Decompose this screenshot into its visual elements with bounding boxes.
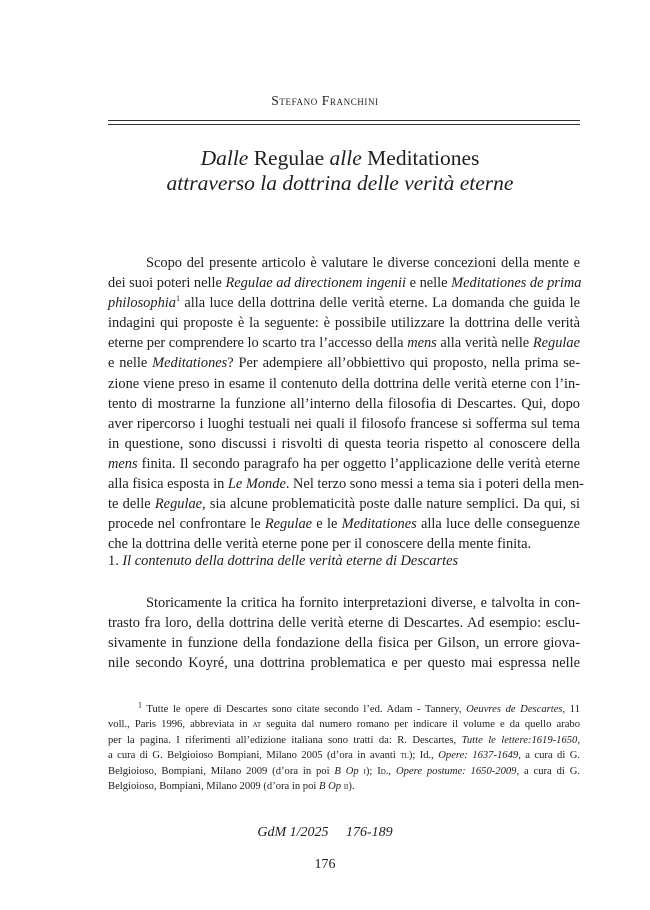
text-run: Belgioioso, Bompiani, Milano 2009 (d’ora in poi xyxy=(108,765,335,777)
footnote-line xyxy=(108,702,580,717)
body-line: nile secondo Koyré, una dottrina problematica e per questo mai espressa nelle xyxy=(108,655,580,672)
running-head-author: Stefano Franchini xyxy=(271,93,379,108)
text-run: , 11 xyxy=(562,704,580,715)
abstract-line xyxy=(108,514,580,534)
text-run: Belgioioso, Bompiani, Milano 2009 (d’ora in poi xyxy=(108,780,319,792)
text-run: , sia alcune problematicità poste dalle nature semplici. Da qui, si xyxy=(202,496,580,513)
abstract-line xyxy=(108,474,584,494)
text-run: e nelle xyxy=(108,355,153,372)
header-rule-top xyxy=(108,120,580,121)
footnote-line xyxy=(108,779,580,794)
work-title: Regulae xyxy=(532,335,580,352)
work-title: Opere postume: 1650-2009 xyxy=(395,765,517,777)
text-run: per la pagina. I riferimenti all’edizione italiana sono tratti da: R. Descartes, xyxy=(108,734,462,746)
abstract-line xyxy=(108,333,580,353)
term: mens xyxy=(407,335,437,352)
body-line: trasto fra loro, della dottrina delle verità eterne di Descartes. Ad esempio: esclu- xyxy=(108,615,580,632)
header-rule-bottom xyxy=(108,124,580,125)
text-run: i); Id., xyxy=(358,765,396,777)
title-line-1 xyxy=(80,146,600,171)
abstract-line: in questione, sono discussi i risvolti di questa teoria rispetto al conoscere della xyxy=(108,435,580,452)
work-title: Le Monde xyxy=(227,476,286,493)
text-run: , a cura di G. xyxy=(518,750,580,762)
text-run: finita. Il secondo paragrafo ha per oggetto l’applicazione delle verità eterne xyxy=(137,455,580,472)
text-run: e nelle xyxy=(406,275,452,292)
text-run: . Nel terzo sono messi a tema sia i poteri della men- xyxy=(285,476,584,493)
title-word: alle xyxy=(329,146,362,170)
abstract-line xyxy=(108,454,580,474)
journal-reference: GdM 1/2025 176-189 xyxy=(257,825,393,840)
work-title: Meditationes xyxy=(341,516,417,533)
page-number: 176 xyxy=(314,857,336,872)
work-title: Regulae ad directionem ingenii xyxy=(225,275,407,292)
footnote-number: 1 xyxy=(138,700,142,710)
abstract-line: aver ripercorso i luoghi testuali nei quali il filosofo francese si sofferma sul tema xyxy=(108,415,580,432)
abstract-line: Scopo del presente articolo è valutare le diverse concezioni della mente e xyxy=(146,255,580,271)
footnote-line xyxy=(108,748,580,763)
text-run: Tutte le opere di Descartes sono citate secondo l’ed. Adam - Tannery, xyxy=(142,704,467,715)
work-title: Opere: 1637-1649 xyxy=(438,750,519,762)
text-run: , xyxy=(577,734,581,746)
text-run: , a cura di G. xyxy=(516,765,580,777)
section-heading xyxy=(108,553,458,570)
abbreviation: at xyxy=(252,719,262,731)
footnote-line xyxy=(108,764,580,779)
text-run: alla fisica esposta in xyxy=(108,476,228,493)
text-run: alla verità nelle xyxy=(436,335,533,352)
text-run: eterne per comprendere lo scarto tra l’accesso della xyxy=(108,335,408,352)
text-run: procede nel confrontare le xyxy=(108,516,265,533)
title-word: Dalle xyxy=(200,146,249,170)
footnote xyxy=(108,702,580,794)
work-title: Meditationes xyxy=(152,355,228,372)
work-title: Tutte le lettere:1619-1650 xyxy=(461,734,578,746)
section-number: 1. xyxy=(108,553,123,569)
text-run: a cura di G. Belgioioso Bompiani, Milano 2005 (d’ora in avanti xyxy=(108,750,401,762)
section-title: Il contenuto della dottrina delle verità eterne di Descartes xyxy=(122,553,459,569)
text-run: ? Per adempiere all’obbiettivo qui proposto, nella prima se- xyxy=(227,355,580,372)
work-title: Regulae xyxy=(264,516,313,533)
text-run: ii). xyxy=(341,780,355,792)
body-line: sivamente in funzione della fondazione della fisica per Gilson, un errore giova- xyxy=(108,635,580,652)
footnote-line xyxy=(108,717,580,732)
abstract-line xyxy=(108,494,580,514)
work-title: Oeuvres de Descartes xyxy=(466,704,563,715)
text-run: te delle xyxy=(108,496,155,513)
abstract-line: zione viene preso in esame il contenuto della dottrina delle verità eterne con l’in- xyxy=(108,375,580,392)
text-run: dei suoi poteri nelle xyxy=(108,275,226,292)
footnote-line xyxy=(108,733,580,748)
abbreviation: B Op xyxy=(334,765,359,777)
article-title xyxy=(80,146,600,196)
body-line: Storicamente la critica ha fornito interpretazioni diverse, e talvolta in con- xyxy=(146,595,580,611)
title-line-2: attraverso la dottrina delle verità eterne xyxy=(166,171,514,195)
text-run: seguita dal numero romano per indicare il volume e da quello arabo xyxy=(261,719,580,731)
title-word: Meditationes xyxy=(361,146,480,170)
text-run: e le xyxy=(312,516,342,533)
work-title: Regulae xyxy=(154,496,203,513)
work-title: Meditationes de prima xyxy=(451,275,582,292)
abstract-line: tento di mostrarne la funzione all’interno della filosofia di Descartes. Qui, dopo xyxy=(108,395,580,412)
abstract-line xyxy=(108,353,580,373)
text-run: alla luce delle conseguenze xyxy=(416,516,580,533)
abbreviation: tl xyxy=(400,750,409,762)
abstract-line xyxy=(108,293,580,313)
text-run: ); Id., xyxy=(408,750,439,762)
work-title: philosophia xyxy=(108,295,176,312)
section-body xyxy=(108,593,580,673)
abstract-line: che la dottrina delle verità eterne pone per il conoscere della mente finita. xyxy=(108,536,532,553)
text-run: voll., Paris 1996, abbreviata in xyxy=(108,719,253,731)
abstract xyxy=(108,253,584,554)
term: mens xyxy=(108,455,138,472)
abbreviation: B Op xyxy=(318,780,342,792)
title-word: Regulae xyxy=(248,146,330,170)
text-run: alla luce della dottrina delle verità eterne. La domanda che guida le xyxy=(179,295,580,312)
abstract-line: indagini qui proposte è la seguente: è possibile utilizzare la dottrina delle verità xyxy=(108,315,580,332)
abstract-line xyxy=(108,273,580,293)
footnote-marker[interactable]: 1 xyxy=(175,294,180,304)
